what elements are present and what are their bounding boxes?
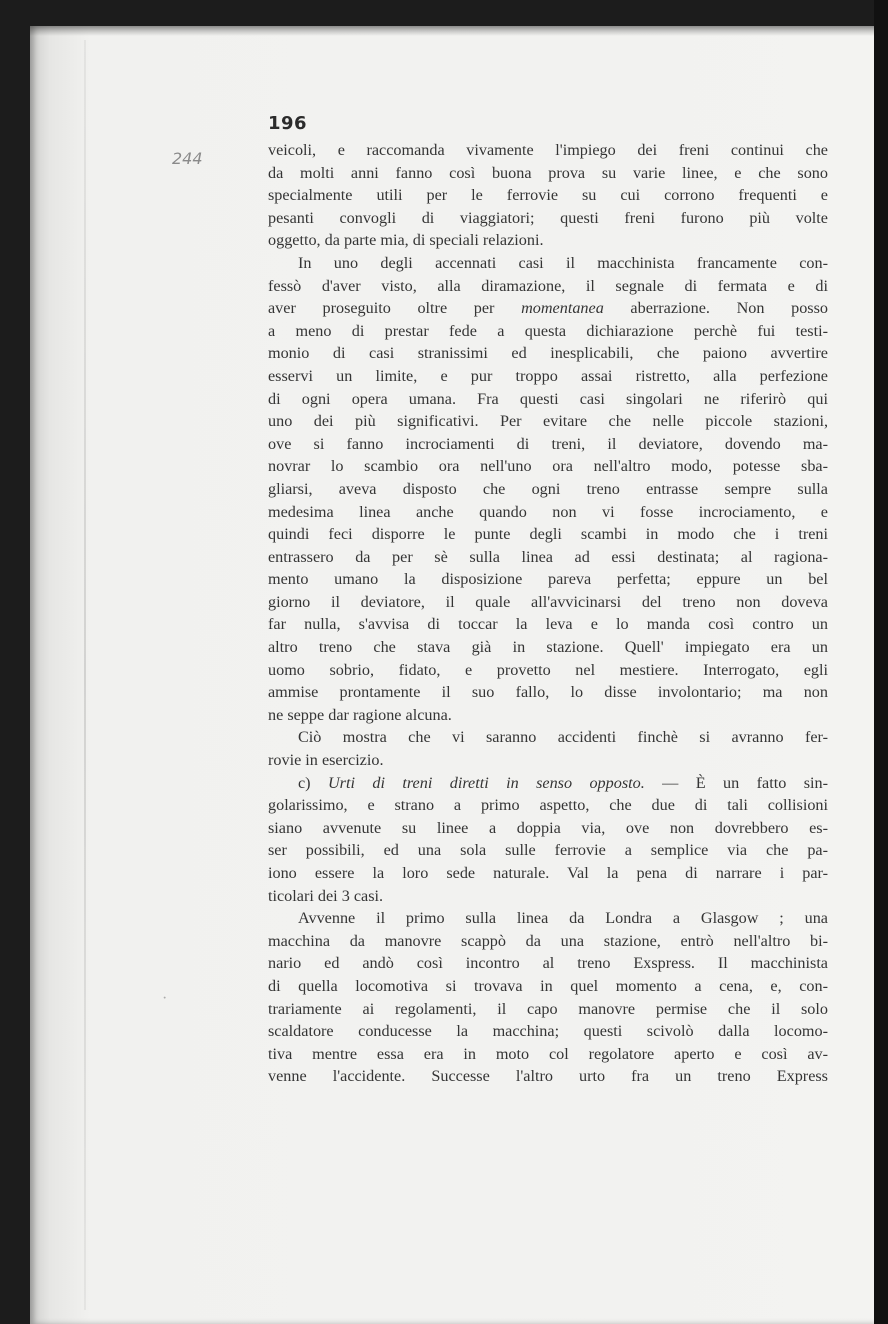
text-segment: aberrazione. Non posso bbox=[603, 299, 828, 318]
margin-mark: · bbox=[162, 990, 168, 1007]
text-line: oggetto, da parte mia, di speciali relazioni. bbox=[268, 231, 544, 250]
italic-text: momentanea bbox=[521, 299, 604, 318]
text-line: iono essere la loro sede naturale. Val la pena di narrare i par- bbox=[268, 864, 828, 882]
page-number: 196 bbox=[268, 113, 308, 134]
text-line: mento umano la disposizione pareva perfetta; eppure un bel bbox=[268, 570, 828, 589]
text-line: veicoli, e raccomanda vivamente l'impiego dei freni continui che bbox=[268, 141, 828, 159]
italic-text: Urti di treni diretti in senso opposto. bbox=[327, 773, 645, 792]
text-line: esservi un limite, e pur troppo assai ristretto, alla perfezione bbox=[268, 366, 828, 385]
text-line: ser possibili, ed una sola sulle ferrovie a semplice via che pa- bbox=[268, 841, 828, 860]
text-line: altro treno che stava già in stazione. Quell' impiegato era un bbox=[268, 638, 828, 657]
text-line: pesanti convogli di viaggiatori; questi freni furono più volte bbox=[268, 208, 828, 227]
body-text bbox=[268, 139, 828, 1088]
text-line: ove si fanno incrociamenti di treni, il deviatore, dovendo ma- bbox=[268, 434, 828, 453]
text-line: rovie in esercizio. bbox=[268, 751, 384, 770]
text-line: quindi feci disporre le punte degli scambi in modo che i treni bbox=[268, 525, 828, 544]
text-line: ammise prontamente il suo fallo, lo disse involontario; ma non bbox=[268, 683, 828, 702]
text-segment: — È un fatto sin- bbox=[644, 773, 828, 792]
text-line: specialmente utili per le ferrovie su cui corrono frequenti e bbox=[268, 186, 828, 205]
text-line: ne seppe dar ragione alcuna. bbox=[268, 705, 452, 724]
text-line: di quella locomotiva si trovava in quel momento a cena, e, con- bbox=[268, 976, 828, 995]
text-line bbox=[268, 772, 828, 795]
text-line: uomo sobrio, fidato, e provetto nel mestiere. Interrogato, egli bbox=[268, 660, 828, 679]
text-line: fessò d'aver visto, alla diramazione, il segnale di fermata e di bbox=[268, 276, 828, 295]
text-line bbox=[268, 297, 828, 320]
text-line: giorno il deviatore, il quale all'avvicinarsi del treno non doveva bbox=[268, 592, 828, 611]
text-segment: c) bbox=[298, 773, 328, 792]
text-line: Ciò mostra che vi saranno accidenti finchè si avranno fer- bbox=[298, 728, 828, 747]
text-line: ticolari dei 3 casi. bbox=[268, 886, 384, 905]
text-line: macchina da manovre scappò da una stazione, entrò nell'altro bi- bbox=[268, 931, 828, 950]
page-fold-line bbox=[84, 40, 86, 1310]
text-line: scaldatore conducesse la macchina; questi scivolò dalla locomo- bbox=[268, 1022, 828, 1041]
text-line: trariamente ai regolamenti, il capo manovre permise che il solo bbox=[268, 999, 828, 1018]
text-line: golarissimo, e strano a primo aspetto, che due di tali collisioni bbox=[268, 796, 828, 815]
text-line: monio di casi stranissimi ed inesplicabili, che paiono avvertire bbox=[268, 344, 828, 363]
text-line: medesima linea anche quando non vi fosse incrociamento, e bbox=[268, 502, 828, 521]
margin-handwritten-number: 244 bbox=[172, 149, 203, 168]
text-line: nario ed andò così incontro al treno Exspress. Il macchinista bbox=[268, 954, 828, 973]
text-line: novrar lo scambio ora nell'uno ora nell'altro modo, potesse sba- bbox=[268, 457, 828, 476]
text-line: Avvenne il primo sulla linea da Londra a Glasgow ; una bbox=[298, 909, 828, 928]
text-line: di ogni opera umana. Fra questi casi singolari ne riferirò qui bbox=[268, 389, 828, 408]
text-line: uno dei più significativi. Per evitare che nelle piccole stazioni, bbox=[268, 412, 828, 431]
text-line: siano avvenute su linee a doppia via, ove non dovrebbero es- bbox=[268, 818, 828, 837]
scan-right-edge bbox=[874, 0, 888, 1324]
text-line: da molti anni fanno così buona prova su varie linee, e che sono bbox=[268, 163, 828, 182]
text-line: a meno di prestar fede a questa dichiarazione perchè fui testi- bbox=[268, 321, 828, 340]
text-line: entrassero da per sè sulla linea ad essi destinata; al ragiona- bbox=[268, 547, 828, 566]
text-line: gliarsi, aveva disposto che ogni treno entrasse sempre sulla bbox=[268, 479, 828, 498]
text-line: far nulla, s'avvisa di toccar la leva e lo manda così contro un bbox=[268, 615, 828, 634]
text-line: venne l'accidente. Successe l'altro urto fra un treno Express bbox=[268, 1067, 828, 1086]
text-segment: aver proseguito oltre per bbox=[268, 299, 522, 318]
page-top-shadow bbox=[30, 26, 888, 36]
text-line: In uno degli accennati casi il macchinista francamente con- bbox=[298, 253, 828, 272]
text-line: tiva mentre essa era in moto col regolatore aperto e così av- bbox=[268, 1044, 828, 1063]
